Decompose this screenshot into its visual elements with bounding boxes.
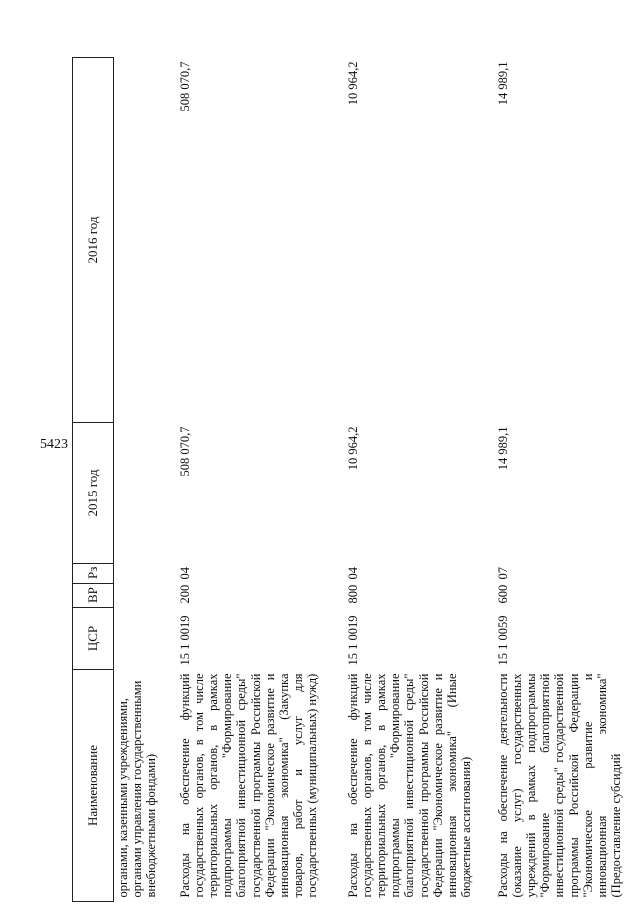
row-rz: 07	[495, 567, 510, 580]
row-2016: 14 989,1	[495, 61, 510, 106]
header-csr: ЦСР	[73, 608, 114, 670]
row-2016	[114, 58, 172, 423]
row-2015: 10 964,2	[345, 426, 360, 471]
row-name: Расходы на обеспечение функций государственных органов, в том числе территориальных органов, в рамках подпрограммы "Формирование благоприятной инвестиционной среды" государственной программы Российской Федерации "Экономическое развитие и инновационная экономика" (Закупка товаров, работ и услуг для государственных (муниципальных) нужд)	[177, 673, 320, 898]
budget-table	[72, 57, 625, 902]
row-2015: 14 989,1	[495, 426, 510, 471]
row-2016: 10 964,2	[345, 61, 360, 106]
table-header-row	[73, 58, 114, 902]
header-2015: 2015 год	[73, 423, 114, 564]
row-2015: 508 070,7	[177, 426, 192, 477]
row-csr: 15 1 0019	[177, 615, 192, 666]
row-name: Расходы на обеспечение функций государственных органов, в том числе территориальных органов, в рамках подпрограммы "Формирование благоприятной инвестиционной среды" государственной программы Российской Федерации "Экономическое развитие и инновационная экономика" (Иные бюджетные ассигнования)	[345, 673, 474, 898]
row-rz: 04	[345, 567, 360, 580]
row-csr: 15 1 0059	[495, 615, 510, 666]
row-vr	[114, 584, 172, 608]
row-csr: 15 1 0019	[345, 615, 360, 666]
page-number: 5423	[40, 437, 68, 452]
table-row	[172, 58, 340, 902]
table-row	[114, 58, 172, 902]
rotated-table-sheet	[72, 58, 624, 902]
table-row	[490, 58, 626, 902]
row-vr: 600	[495, 584, 510, 604]
row-vr: 800	[345, 584, 360, 604]
row-rz	[114, 564, 172, 584]
row-name: Расходы на обеспечение деятельности (оказание услуг) государственных учреждений в рамках подпрограммы "Формирование благоприятной инвестиционной среды" государственной программы Российской Федерации "Экономическое развитие и инновационная экономика" (Предоставление субсидий	[495, 673, 624, 898]
header-2016: 2016 год	[73, 58, 114, 423]
row-2016: 508 070,7	[177, 61, 192, 112]
row-rz: 04	[177, 567, 192, 580]
row-2015	[114, 423, 172, 564]
header-rz: Рз	[73, 564, 114, 584]
header-vr: ВР	[73, 584, 114, 608]
row-vr: 200	[177, 584, 192, 604]
table-row	[340, 58, 490, 902]
header-name: Наименование	[73, 670, 114, 902]
row-csr	[114, 608, 172, 670]
row-name: органами, казенными учреждениями, органами управления государственными внебюджетными фондами)	[116, 680, 159, 898]
